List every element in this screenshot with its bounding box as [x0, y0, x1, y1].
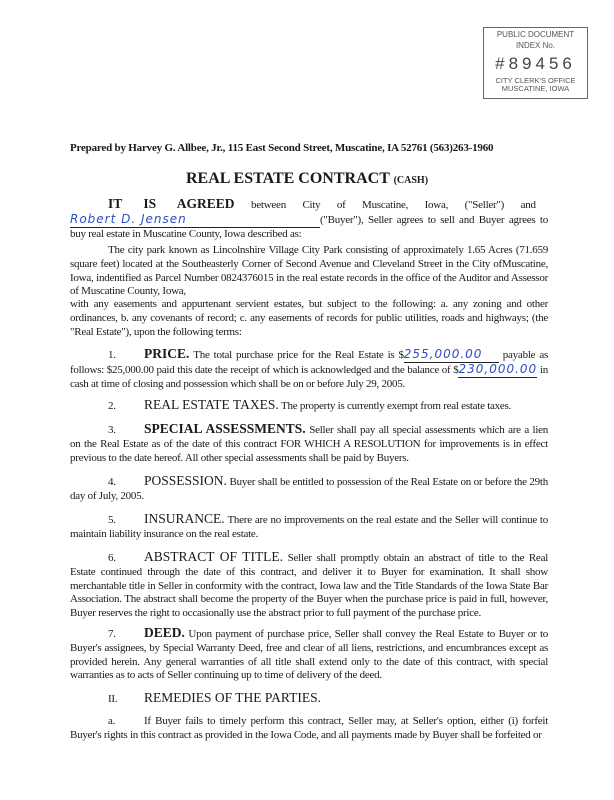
section-text: Buyer shall be entitled to possession of the Real Estate on or before the 29th day of July, 2005.	[70, 476, 548, 502]
title-text: REAL ESTATE CONTRACT	[185, 170, 390, 187]
subject-to-text: with any easements and appurtenant servient estates, but subject to the following: a. any zoning and other ordinances, b. any covenants of record; c. any easements of records for public utilities, roads and highways; (the "Real Estate"), upon the following terms:	[70, 298, 548, 338]
stamp-line: INDEX No.	[515, 41, 556, 50]
title-suffix: (CASH)	[393, 175, 429, 186]
prepared-by: Prepared by Harvey G. Allbee, Jr., 115 East Second Street, Muscatine, IA 52761 (563)263-1960	[70, 142, 494, 154]
section-heading: REAL ESTATE TAXES.	[144, 397, 279, 412]
section-text: There are no improvements on the real estate and the Seller will continue to maintain liability insurance on the real estate.	[70, 514, 548, 540]
buyer-name-handwritten: Robert D. Jensen	[70, 213, 320, 228]
public-document-stamp	[483, 27, 588, 99]
balance-handwritten: 230,000.00	[458, 361, 538, 376]
section-heading: REMEDIES OF THE PARTIES.	[144, 690, 321, 705]
stamp-line: MUSCATINE, IOWA	[501, 84, 570, 93]
section-heading: INSURANCE.	[144, 511, 225, 526]
section-text: Seller shall promptly obtain an abstract of title to the Real Estate continued through the date of this contract, and deliver it to Buyer for examination. It shall show merchantable title in Seller in conformity with the contract, Iowa law and the Title Standards of the Iowa State Bar Association. The abstract shall become the property of the Buyer when the purchase price is paid in full, however, Buyer reserves the right to occasionally use the abstract prior to full payment of the purchase price.	[70, 552, 549, 620]
remedies-subsection-a	[70, 715, 548, 743]
stamp-line: PUBLIC DOCUMENT	[496, 30, 575, 39]
section-deed	[70, 626, 548, 683]
section-heading: SPECIAL ASSESSMENTS.	[144, 421, 306, 436]
section-price	[70, 347, 548, 391]
section-heading: ABSTRACT OF TITLE.	[144, 549, 284, 564]
section-remedies	[70, 691, 548, 707]
section-number: 6.	[108, 552, 116, 564]
section-text: If Buyer fails to timely perform this contract, Seller may, at Seller's option, either (i) forfeit Buyer's rights in this contract as provided in the Iowa Code, and all payments made by Buyer shall be forfeited or	[70, 715, 548, 741]
section-number: 5.	[108, 514, 116, 526]
section-insurance	[70, 512, 548, 542]
section-number: 1.	[108, 349, 116, 361]
section-text: The property is currently exempt from real estate taxes.	[281, 400, 512, 412]
intro-paragraph	[70, 197, 548, 241]
intro-text: ("Buyer"), Seller agrees to sell and Buyer agrees to buy real estate in Muscatine County, Iowa described as:	[70, 213, 548, 240]
section-number: 2.	[108, 400, 116, 412]
subject-to-paragraph	[70, 298, 548, 339]
section-number: II.	[108, 693, 118, 705]
stamp-index-number: #89456	[495, 54, 576, 73]
section-text: The total purchase price for the Real Estate is $	[193, 349, 404, 361]
section-number: 3.	[108, 424, 116, 436]
section-taxes	[70, 398, 548, 414]
description-text: The city park known as Lincolnshire Village City Park consisting of approximately 1.65 Acres (71.659 square feet) located at the Southeasterly Corner of Second Avenue and Cleveland Street in the City ofMuscatine, Iowa, indentified as Parcel Number 0824376015 in the real estate records in the office of the Auditor and Assessor of Muscatine County, Iowa,	[70, 244, 548, 298]
document-title	[0, 170, 614, 188]
section-number: 4.	[108, 476, 116, 488]
stamp-line: CITY CLERK'S OFFICE	[495, 76, 576, 85]
section-text: payable as follows: $25,000.00 paid this date the receipt of which is acknowledged and the balance of $	[70, 349, 548, 376]
section-abstract	[70, 550, 548, 621]
intro-lead: IT IS AGREED	[108, 196, 235, 211]
section-heading: POSSESSION.	[144, 473, 227, 488]
section-heading: DEED.	[144, 625, 185, 640]
section-assessments	[70, 422, 548, 465]
section-text: in cash at time of closing and possession which shall be on or before July 29, 2005.	[70, 363, 548, 390]
intro-text: between City of Muscatine, Iowa, ("Seller") and	[234, 199, 536, 211]
section-text: Upon payment of purchase price, Seller shall convey the Real Estate to Buyer or to Buyer's assignees, by Special Warranty Deed, free and clear of all liens, restrictions, and encumbrances except as provided herein. Any general warranties of all title shall extend only to the date of this contract, with special warranties as to acts of Seller continuing up to time of delivery of the deed.	[70, 628, 548, 682]
section-text: Seller shall pay all special assessments which are a lien on the Real Estate as of the date of this contract FOR WHICH A RESOLUTION for improvements is in effect previous to the date hereof. All other special assessments shall be paid by Buyers.	[70, 424, 549, 464]
total-price-handwritten: 255,000.00	[404, 348, 499, 363]
section-number: a.	[108, 715, 116, 727]
section-heading: PRICE.	[144, 346, 190, 361]
section-possession	[70, 474, 548, 504]
section-number: 7.	[108, 628, 116, 640]
property-description	[70, 244, 548, 299]
